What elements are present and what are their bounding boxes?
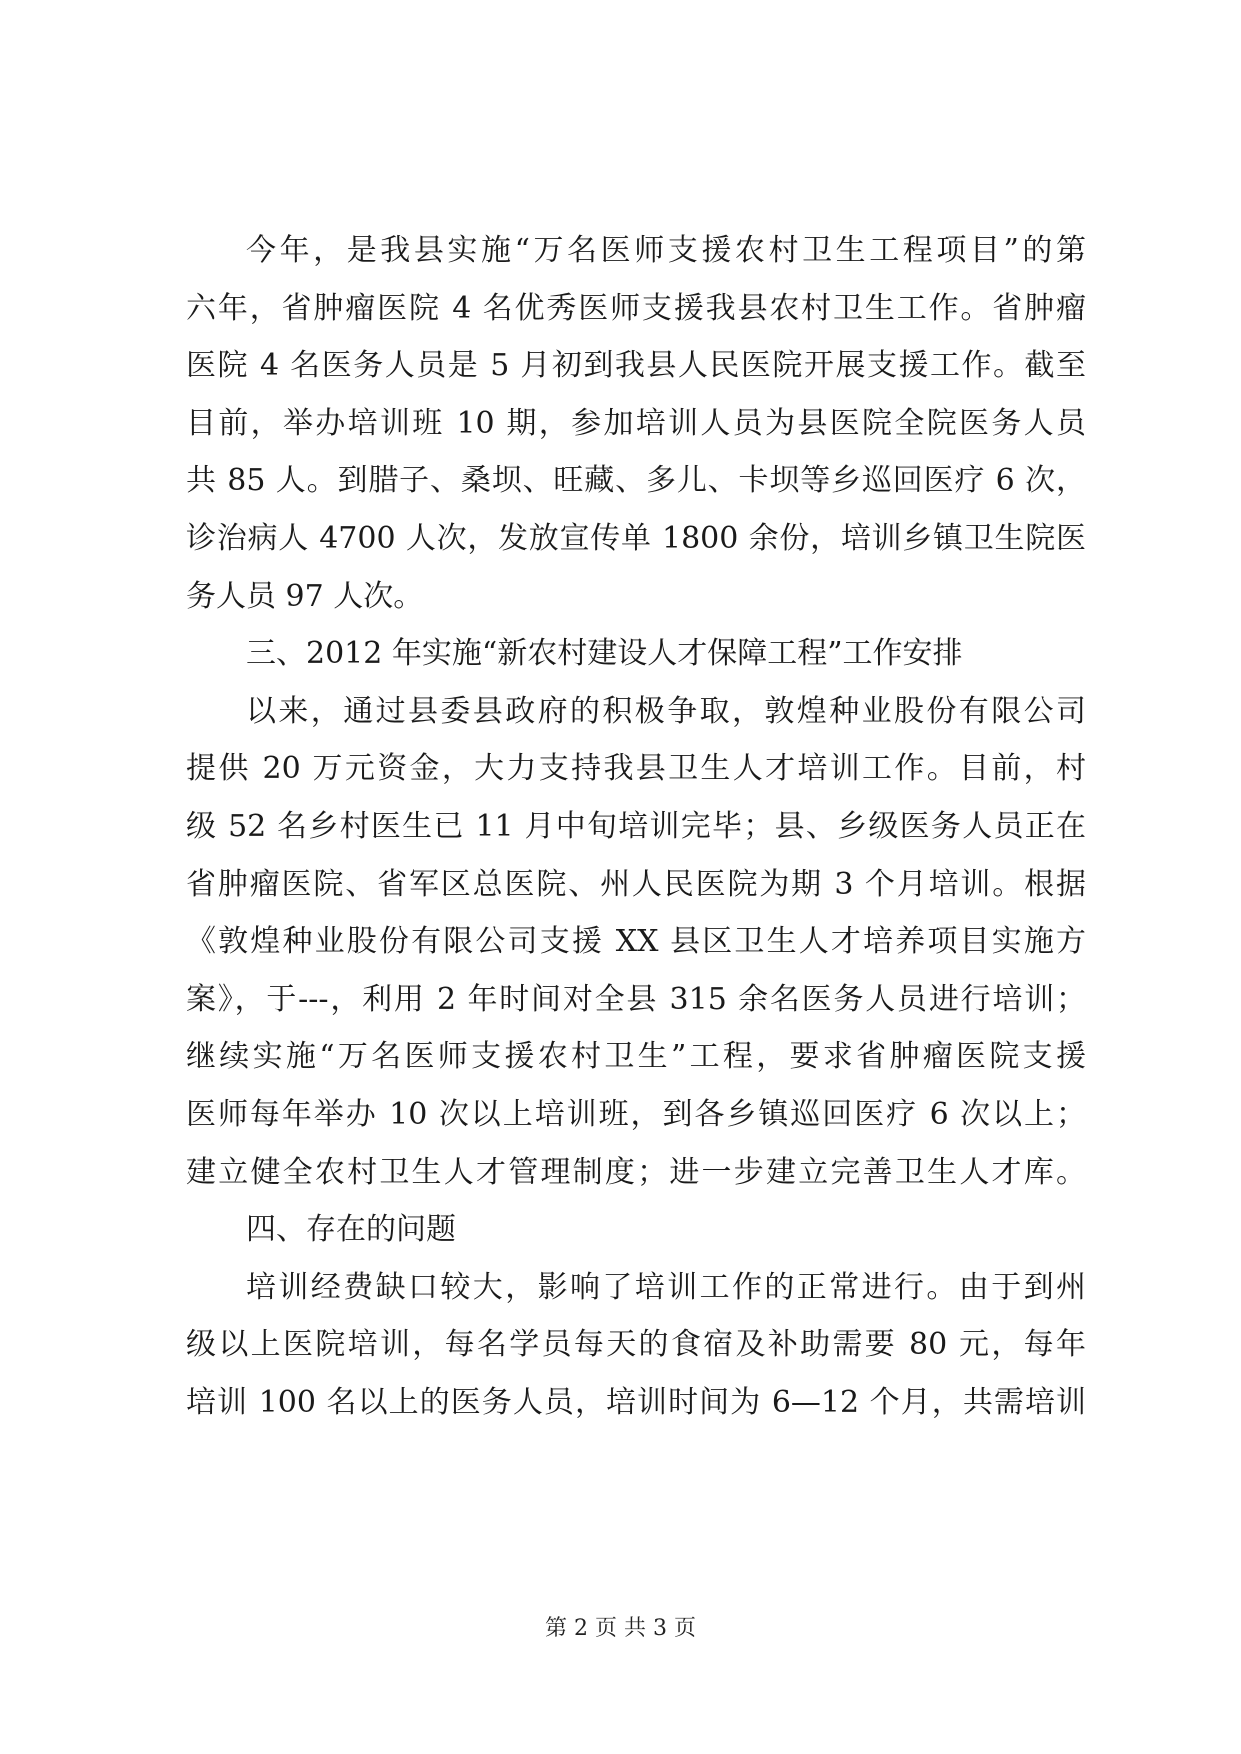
paragraph-line: 提供 20 万元资金，大力支持我县卫生人才培训工作。目前，村 bbox=[186, 751, 1086, 787]
paragraph-line: 级 52 名乡村医生已 11 月中旬培训完毕；县、乡级医务人员正在 bbox=[186, 808, 1086, 844]
document-body bbox=[186, 222, 1086, 1431]
paragraph-line: 诊治病人 4700 人次，发放宣传单 1800 余份，培训乡镇卫生院医 bbox=[186, 520, 1086, 556]
paragraph-line: 建立健全农村卫生人才管理制度；进一步建立完善卫生人才库。 bbox=[186, 1154, 1086, 1190]
paragraph-line: 继续实施“万名医师支援农村卫生”工程，要求省肿瘤医院支援 bbox=[186, 1039, 1086, 1075]
paragraph-line: 《敦煌种业股份有限公司支援 XX 县区卫生人才培养项目实施方 bbox=[186, 924, 1086, 960]
paragraph-line: 培训 100 名以上的医务人员，培训时间为 6—12 个月，共需培训 bbox=[186, 1384, 1086, 1420]
paragraph-line: 案》，于---，利用 2 年时间对全县 315 余名医务人员进行培训； bbox=[186, 981, 1086, 1017]
section-heading: 三、2012 年实施“新农村建设人才保障工程”工作安排 bbox=[246, 636, 963, 672]
paragraph-line: 今年，是我县实施“万名医师支援农村卫生工程项目”的第 bbox=[246, 233, 1086, 268]
page-number: 第 2 页 共 3 页 bbox=[545, 1616, 696, 1641]
paragraph-line: 务人员 97 人次。 bbox=[186, 578, 424, 614]
paragraph-line: 级以上医院培训，每名学员每天的食宿及补助需要 80 元，每年 bbox=[186, 1327, 1086, 1363]
paragraph-line: 目前，举办培训班 10 期，参加培训人员为县医院全院医务人员 bbox=[186, 405, 1086, 441]
paragraph-line: 医师每年举办 10 次以上培训班，到各乡镇巡回医疗 6 次以上； bbox=[186, 1096, 1086, 1132]
paragraph-line: 六年，省肿瘤医院 4 名优秀医师支援我县农村卫生工作。省肿瘤 bbox=[186, 290, 1086, 326]
paragraph-line: 以来，通过县委县政府的积极争取，敦煌种业股份有限公司 bbox=[246, 693, 1086, 729]
paragraph-line: 共 85 人。到腊子、桑坝、旺藏、多儿、卡坝等乡巡回医疗 6 次， bbox=[186, 463, 1086, 499]
paragraph-line: 培训经费缺口较大，影响了培训工作的正常进行。由于到州 bbox=[246, 1269, 1086, 1305]
paragraph-line: 省肿瘤医院、省军区总医院、州人民医院为期 3 个月培训。根据 bbox=[186, 866, 1086, 902]
section-heading: 四、存在的问题 bbox=[246, 1212, 456, 1248]
paragraph-line: 医院 4 名医务人员是 5 月初到我县人民医院开展支援工作。截至 bbox=[186, 348, 1086, 384]
